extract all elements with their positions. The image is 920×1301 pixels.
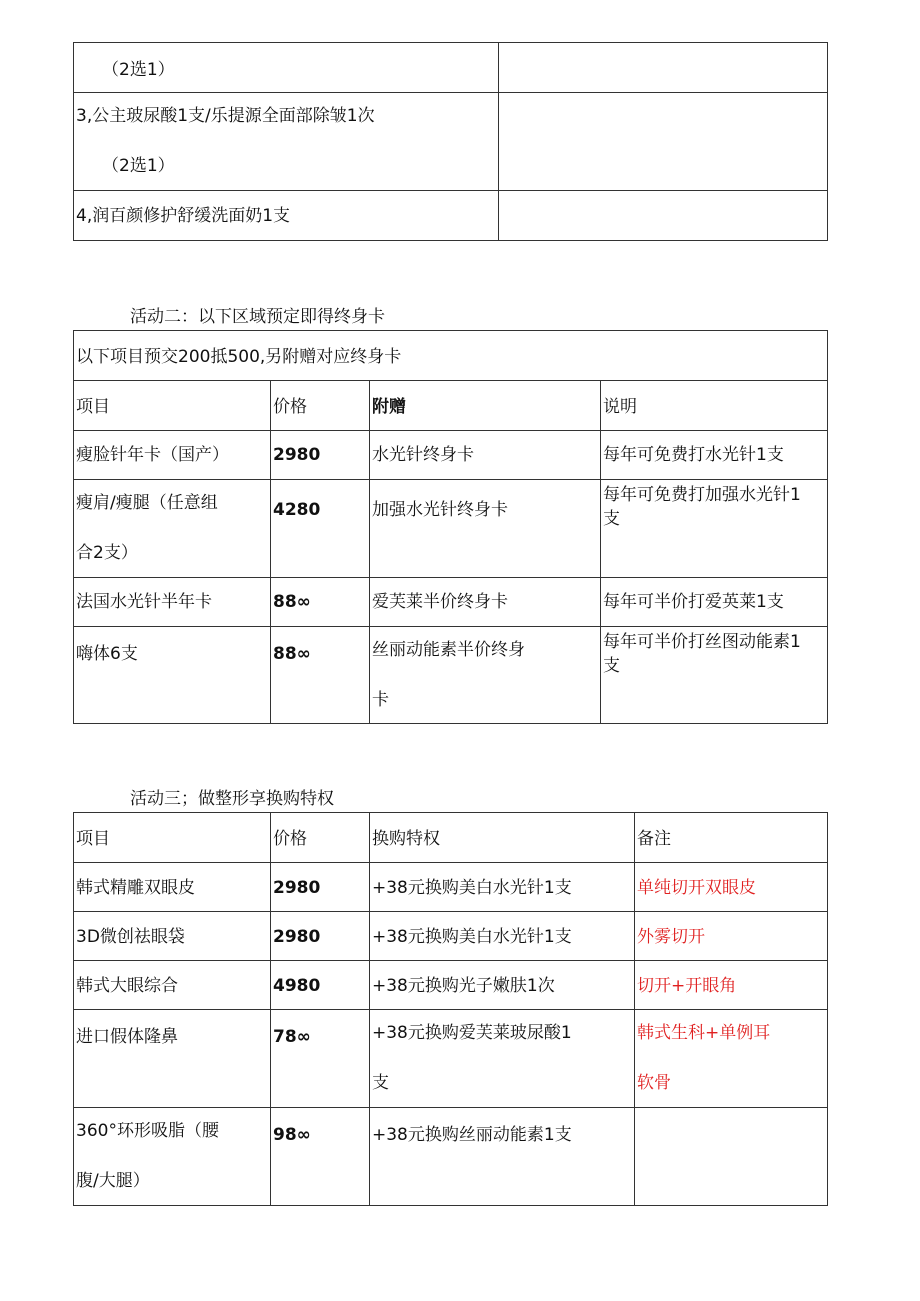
cell-text: 3,公主玻尿酸1支/乐提源全面部除皱1次 [76, 106, 375, 126]
column-header: 项目 [74, 381, 271, 431]
table-cell: 78∞ [271, 1010, 370, 1108]
table-cell [74, 43, 499, 93]
table-cell [635, 1108, 828, 1206]
column-header: 附赠 [370, 381, 601, 431]
table-cell: 韩式生科+单例耳 软骨 [635, 1010, 828, 1108]
table-cell: 4980 [271, 961, 370, 1010]
table-cell [499, 93, 828, 191]
table-row [74, 93, 828, 191]
table-cell [74, 331, 828, 381]
table-cell: 进口假体隆鼻 [74, 1010, 271, 1108]
table-row [74, 331, 828, 381]
column-header: 说明 [601, 381, 828, 431]
table-cell: +38元换购光子嫩肤1次 [370, 961, 635, 1010]
table-cell: 水光针终身卡 [370, 431, 601, 480]
column-header: 换购特权 [370, 813, 635, 863]
table-row [74, 191, 828, 241]
table-cell: 每年可免费打加强水光针1 支 [601, 480, 828, 578]
table-cell [74, 93, 499, 191]
table-cell: 外雾切开 [635, 912, 828, 961]
table-cell: 88∞ [271, 627, 370, 724]
table-cell: 瘦脸针年卡（国产） [74, 431, 271, 480]
table-row [74, 578, 828, 627]
table-cell: 每年可免费打水光针1支 [601, 431, 828, 480]
table-row [74, 627, 828, 724]
table-cell: 单纯切开双眼皮 [635, 863, 828, 912]
table-row [74, 1010, 828, 1108]
table-cell: +38元换购美白水光针1支 [370, 863, 635, 912]
table-cell [499, 43, 828, 93]
table-row [74, 961, 828, 1010]
table-header-row [74, 813, 828, 863]
table-row [74, 480, 828, 578]
table-cell: 韩式精雕双眼皮 [74, 863, 271, 912]
table-continuation [73, 42, 828, 241]
table-row [74, 912, 828, 961]
table-cell: +38元换购丝丽动能素1支 [370, 1108, 635, 1206]
column-header: 备注 [635, 813, 828, 863]
table-cell: 360°环形吸脂（腰 腹/大腿） [74, 1108, 271, 1206]
table-cell: 韩式大眼综合 [74, 961, 271, 1010]
activity2-title: 活动二：以下区域预定即得终身卡 [130, 307, 385, 327]
cell-text: （2选1） [102, 60, 175, 80]
table-cell: 加强水光针终身卡 [370, 480, 601, 578]
table-row [74, 431, 828, 480]
table-cell: 98∞ [271, 1108, 370, 1206]
activity2-table [73, 330, 828, 724]
table-cell: 每年可半价打丝图动能素1 支 [601, 627, 828, 724]
header-note: 以下项目预交200抵500,另附赠对应终身卡 [76, 347, 402, 367]
table-cell: 4280 [271, 480, 370, 578]
table-cell: 瘦肩/瘦腿（任意组 合2支） [74, 480, 271, 578]
table-cell: 88∞ [271, 578, 370, 627]
activity3-title: 活动三；做整形享换购特权 [130, 789, 334, 809]
table-cell [499, 191, 828, 241]
table-cell: 法国水光针半年卡 [74, 578, 271, 627]
table-cell: 2980 [271, 863, 370, 912]
table-row [74, 43, 828, 93]
table-cell: 3D微创祛眼袋 [74, 912, 271, 961]
table-cell: 2980 [271, 912, 370, 961]
table-row [74, 1108, 828, 1206]
activity3-table [73, 812, 828, 1206]
column-header: 项目 [74, 813, 271, 863]
cell-text: （2选1） [102, 156, 175, 176]
column-header: 价格 [271, 381, 370, 431]
table-cell: 每年可半价打爱英莱1支 [601, 578, 828, 627]
table-cell: 丝丽动能素半价终身 卡 [370, 627, 601, 724]
cell-text: 4,润百颜修护舒缓洗面奶1支 [76, 206, 291, 226]
table-cell: 切开+开眼角 [635, 961, 828, 1010]
column-header: 价格 [271, 813, 370, 863]
table-cell: +38元换购美白水光针1支 [370, 912, 635, 961]
table-cell: 嗨体6支 [74, 627, 271, 724]
table-cell: 爱芙莱半价终身卡 [370, 578, 601, 627]
table-cell: 2980 [271, 431, 370, 480]
table-row [74, 863, 828, 912]
table-cell [74, 191, 499, 241]
table-cell: +38元换购爱芙莱玻尿酸1 支 [370, 1010, 635, 1108]
table-header-row [74, 381, 828, 431]
